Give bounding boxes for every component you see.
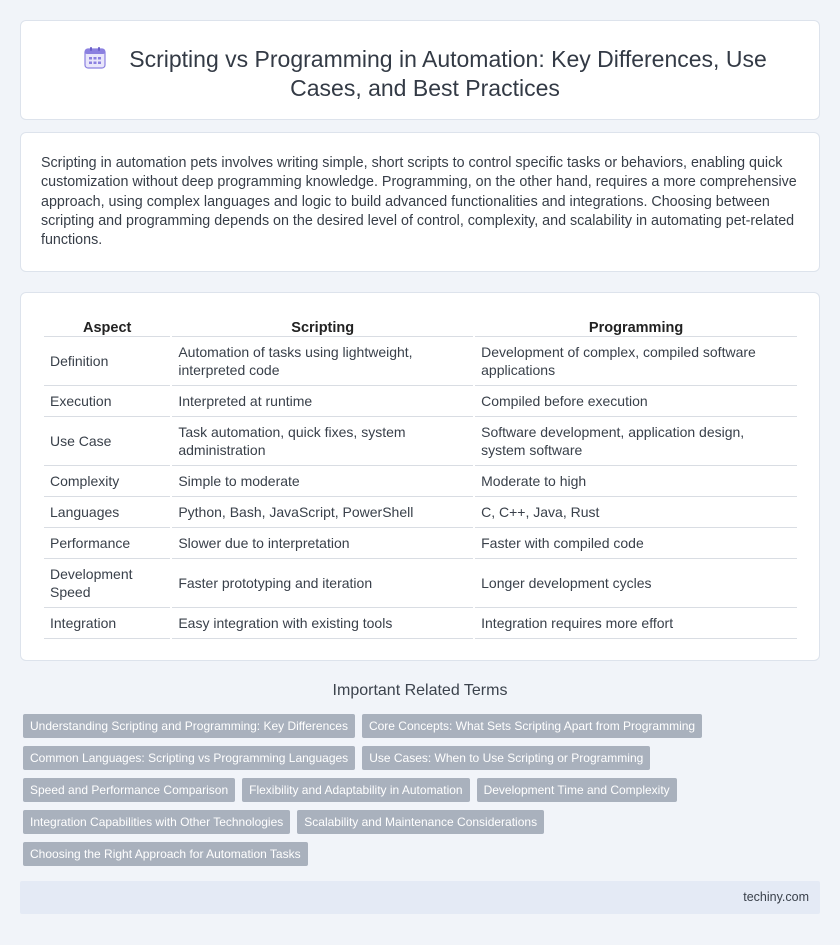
- comparison-table-card: [20, 292, 820, 661]
- table-cell-programming: Development of complex, compiled software applications: [475, 337, 797, 386]
- related-term-tag[interactable]: Core Concepts: What Sets Scripting Apart from Programming: [362, 714, 702, 738]
- table-cell-aspect: Integration: [44, 608, 170, 639]
- related-term-tag[interactable]: Common Languages: Scripting vs Programming Languages: [23, 746, 355, 770]
- table-cell-scripting: Easy integration with existing tools: [172, 608, 473, 639]
- table-row: [44, 386, 797, 417]
- table-cell-programming: Longer development cycles: [475, 559, 797, 608]
- intro-paragraph: Scripting in automation pets involves writing simple, short scripts to control specific tasks or behaviors, enabling quick customization without deep programming knowledge. Programming, on the other hand, requires a more comprehensive approach, using complex languages and logic to build advanced functionalities and integrations. Choosing between scripting and programming depends on the desired level of control, complexity, and scalability in automating pet-related functions.: [41, 155, 797, 249]
- related-terms-tags: [23, 714, 723, 874]
- related-term-tag[interactable]: Speed and Performance Comparison: [23, 778, 235, 802]
- table-cell-scripting: Python, Bash, JavaScript, PowerShell: [172, 497, 473, 528]
- table-cell-aspect: Languages: [44, 497, 170, 528]
- column-header-aspect: Aspect: [44, 317, 170, 337]
- footer-site-link[interactable]: techiny.com: [743, 890, 809, 904]
- table-header-row: [44, 317, 797, 337]
- table-cell-programming: Integration requires more effort: [475, 608, 797, 639]
- table-cell-scripting: Faster prototyping and iteration: [172, 559, 473, 608]
- related-term-tag[interactable]: Scalability and Maintenance Considerations: [297, 810, 544, 834]
- table-cell-programming: C, C++, Java, Rust: [475, 497, 797, 528]
- table-cell-aspect: Definition: [44, 337, 170, 386]
- table-cell-programming: Compiled before execution: [475, 386, 797, 417]
- title-text: Scripting vs Programming in Automation: Key Differences, Use Cases, and Best Practices: [129, 46, 767, 101]
- table-cell-aspect: Development Speed: [44, 559, 170, 608]
- calendar-grid-icon: [83, 46, 107, 70]
- table-cell-scripting: Automation of tasks using lightweight, interpreted code: [172, 337, 473, 386]
- header-card: [20, 20, 820, 120]
- table-row: [44, 528, 797, 559]
- table-cell-aspect: Complexity: [44, 466, 170, 497]
- table-cell-aspect: Performance: [44, 528, 170, 559]
- related-term-tag[interactable]: Understanding Scripting and Programming: Key Differences: [23, 714, 355, 738]
- table-row: [44, 497, 797, 528]
- table-cell-aspect: Use Case: [44, 417, 170, 466]
- related-term-tag[interactable]: Flexibility and Adaptability in Automation: [242, 778, 469, 802]
- table-row: [44, 608, 797, 639]
- related-term-tag[interactable]: Use Cases: When to Use Scripting or Programming: [362, 746, 650, 770]
- table-cell-programming: Software development, application design, system software: [475, 417, 797, 466]
- related-term-tag[interactable]: Integration Capabilities with Other Technologies: [23, 810, 290, 834]
- table-cell-scripting: Slower due to interpretation: [172, 528, 473, 559]
- table-cell-programming: Moderate to high: [475, 466, 797, 497]
- table-row: [44, 559, 797, 608]
- table-cell-programming: Faster with compiled code: [475, 528, 797, 559]
- table-row: [44, 466, 797, 497]
- intro-card: [20, 132, 820, 272]
- table-cell-scripting: Simple to moderate: [172, 466, 473, 497]
- table-row: [44, 417, 797, 466]
- page-title: [61, 45, 789, 103]
- table-cell-scripting: Interpreted at runtime: [172, 386, 473, 417]
- table-cell-scripting: Task automation, quick fixes, system administration: [172, 417, 473, 466]
- footer: [20, 881, 820, 914]
- related-terms-heading: Important Related Terms: [332, 682, 508, 699]
- related-term-tag[interactable]: Choosing the Right Approach for Automation Tasks: [23, 842, 308, 866]
- column-header-programming: Programming: [475, 317, 797, 337]
- column-header-scripting: Scripting: [172, 317, 473, 337]
- comparison-table: [42, 317, 799, 639]
- table-cell-aspect: Execution: [44, 386, 170, 417]
- table-row: [44, 337, 797, 386]
- related-term-tag[interactable]: Development Time and Complexity: [477, 778, 677, 802]
